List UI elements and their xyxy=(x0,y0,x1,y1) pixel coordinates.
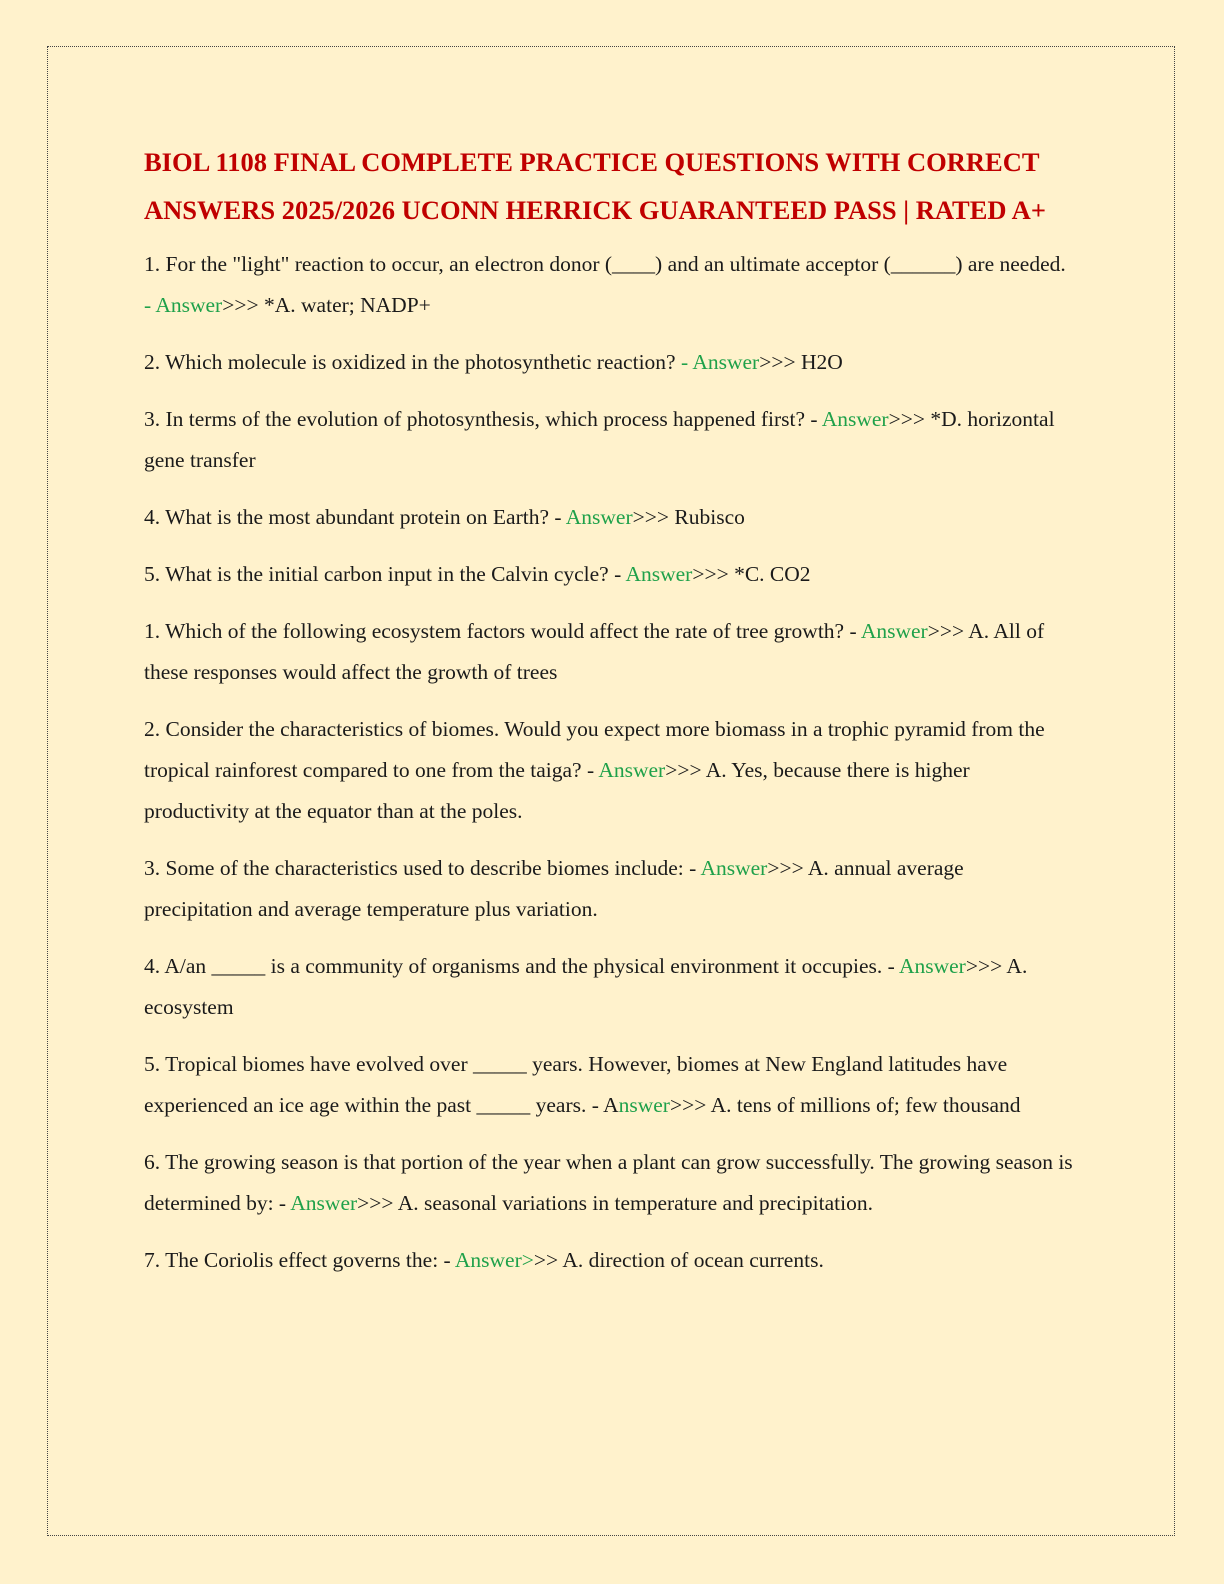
qa-item xyxy=(144,342,1074,383)
answer-label: Answer> xyxy=(454,1248,534,1272)
qa-item xyxy=(144,399,1074,481)
qa-item xyxy=(144,554,1074,595)
answer-text: *C. CO2 xyxy=(734,562,811,586)
answer-marker: >>> xyxy=(759,350,801,374)
question-text: 7. The Coriolis effect governs the: - xyxy=(144,1248,455,1272)
answer-text: A. tens of millions of; few thousand xyxy=(710,1093,1021,1117)
answer-label: nswer xyxy=(618,1093,670,1117)
question-text: 5. Tropical biomes have evolved over _____ years. However, biomes at New England latitudes have experienced an ice age within the past _____ years. - A xyxy=(144,1052,1008,1117)
question-text: 3. In terms of the evolution of photosynthesis, which process happened first? - xyxy=(144,407,822,431)
answer-marker: >>> xyxy=(632,505,675,529)
answer-marker: >>> xyxy=(927,619,969,643)
question-text: 6. The growing season is that portion of the year when a plant can grow successfully. The growing season is determined by: - xyxy=(144,1150,1073,1215)
answer-text: *D. horizontal gene transfer xyxy=(144,407,1055,472)
answer-label: Answer xyxy=(625,562,693,586)
qa-item xyxy=(144,497,1074,538)
question-text: 2. Consider the characteristics of biomes. Would you expect more biomass in a trophic pyramid from the tropical rainforest compared to one from the taiga? - xyxy=(144,717,1045,782)
qa-item xyxy=(144,1240,1074,1281)
answer-text: H2O xyxy=(800,350,843,374)
qa-item xyxy=(144,946,1074,1028)
document-title: BIOL 1108 FINAL COMPLETE PRACTICE QUESTIONS WITH CORRECT ANSWERS 2025/2026 UCONN HERRICK GUARANTEED PASS | RATED A+ xyxy=(144,147,1046,225)
question-text: 4. What is the most abundant protein on Earth? - xyxy=(144,505,566,529)
qa-item xyxy=(144,709,1074,832)
question-text: 5. What is the initial carbon input in the Calvin cycle? - xyxy=(144,562,626,586)
question-text: 1. For the "light" reaction to occur, an electron donor (____) and an ultimate acceptor (______) are needed. xyxy=(144,252,1066,276)
qa-item xyxy=(144,244,1074,326)
answer-text: A. annual average precipitation and average temperature plus variation. xyxy=(144,856,964,921)
question-text: 3. Some of the characteristics used to describe biomes include: - xyxy=(144,856,701,880)
qa-item xyxy=(144,1044,1074,1126)
answer-marker: >>> xyxy=(669,1093,711,1117)
answer-marker: >>> xyxy=(665,758,706,782)
answer-label: Answer xyxy=(700,856,768,880)
answer-marker: >>> xyxy=(965,954,1007,978)
answer-label: - Answer xyxy=(680,350,760,374)
qa-item xyxy=(144,1142,1074,1224)
question-text: 1. Which of the following ecosystem factors would affect the rate of tree growth? - xyxy=(144,619,861,643)
answer-text: A. ecosystem xyxy=(144,954,1028,1019)
answer-marker: >>> xyxy=(888,407,931,431)
answer-label: Answer xyxy=(565,505,633,529)
qa-item xyxy=(144,611,1074,693)
answer-label: Answer xyxy=(898,954,966,978)
answer-marker: >>> xyxy=(357,1191,398,1215)
answer-marker: >>> xyxy=(692,562,735,586)
question-text: 2. Which molecule is oxidized in the photosynthetic reaction? xyxy=(144,350,681,374)
answer-label: Answer xyxy=(290,1191,358,1215)
answer-label: - Answer xyxy=(144,293,223,317)
question-text: 4. A/an _____ is a community of organisms and the physical environment it occupies. - xyxy=(144,954,899,978)
document-body xyxy=(144,138,1074,1297)
answer-label: Answer xyxy=(598,758,666,782)
answer-text: A. seasonal variations in temperature and precipitation. xyxy=(397,1191,873,1215)
answer-marker: >>> xyxy=(222,293,264,317)
answer-label: Answer xyxy=(821,407,889,431)
answer-marker: >> xyxy=(533,1248,563,1272)
answer-text: A. Yes, because there is higher productivity at the equator than at the poles. xyxy=(144,758,970,823)
answer-marker: >>> xyxy=(767,856,808,880)
answer-text: *A. water; NADP+ xyxy=(264,293,431,317)
qa-item xyxy=(144,848,1074,930)
answer-text: A. All of these responses would affect the growth of trees xyxy=(144,619,1045,684)
answer-text: A. direction of ocean currents. xyxy=(562,1248,824,1272)
answer-text: Rubisco xyxy=(674,505,745,529)
answer-label: Answer xyxy=(860,619,928,643)
